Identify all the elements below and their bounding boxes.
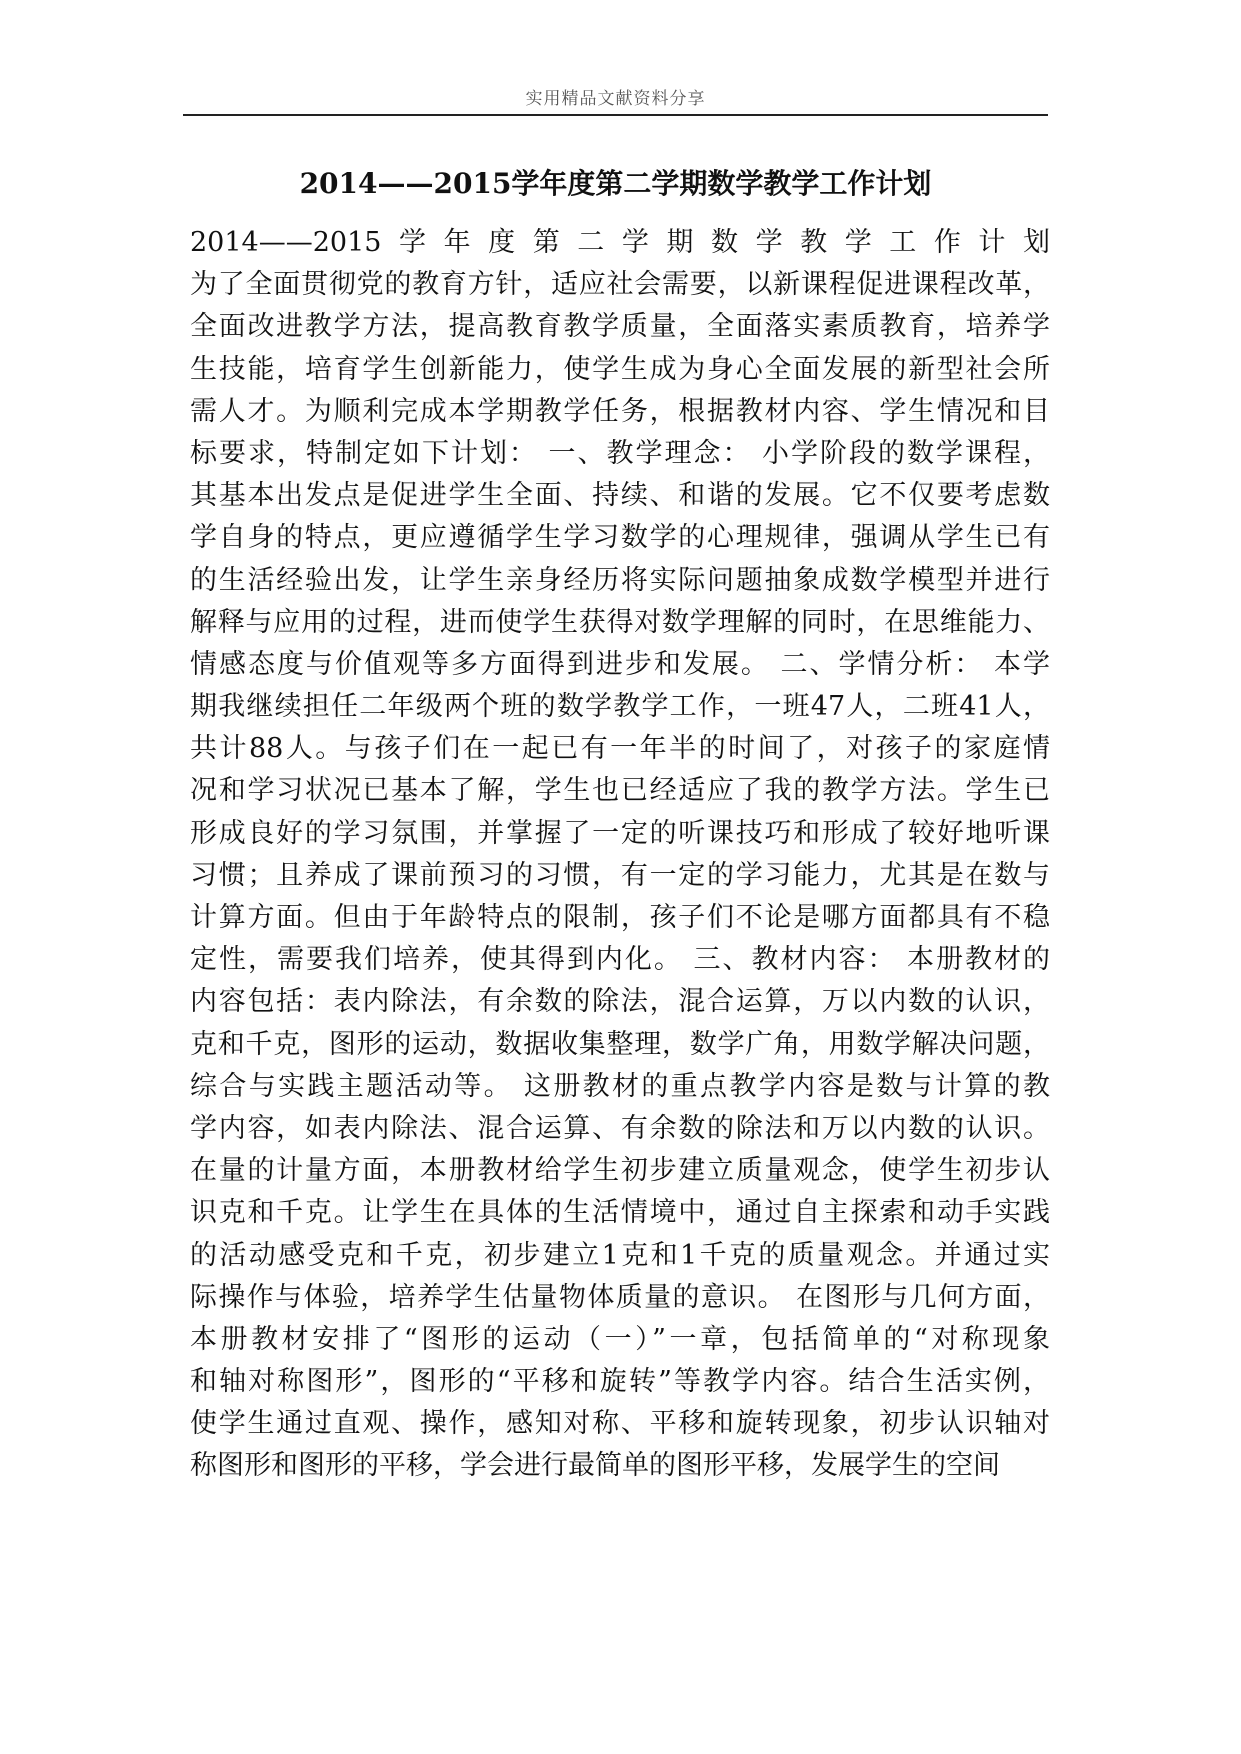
body-line: 其基本出发点是促进学生全面、持续、和谐的发展。它不仅要考虑数 bbox=[190, 480, 1050, 512]
document-title: 2014——2015学年度第二学期数学教学工作计划 bbox=[299, 167, 932, 200]
body-line: 全面改进教学方法，提高教育教学质量，全面落实素质教育，培养学 bbox=[190, 311, 1050, 343]
body-line: 解释与应用的过程，进而使学生获得对数学理解的同时，在思维能力、 bbox=[190, 606, 1050, 638]
body-line: 习惯；且养成了课前预习的习惯，有一定的学习能力，尤其是在数与 bbox=[190, 859, 1050, 891]
body-line: 标要求，特制定如下计划： 一、教学理念： 小学阶段的数学课程， bbox=[190, 437, 1050, 469]
body-line: 本册教材安排了“图形的运动（一）”一章，包括简单的“对称现象 bbox=[190, 1323, 1050, 1355]
body-line: 克和千克，图形的运动，数据收集整理，数学广角，用数学解决问题， bbox=[190, 1028, 1050, 1060]
body-line: 学内容，如表内除法、混合运算、有余数的除法和万以内数的认识。 bbox=[190, 1112, 1050, 1144]
body-line: 期我继续担任二年级两个班的数学教学工作，一班47人，二班41人， bbox=[190, 691, 1050, 723]
body-line: 共计88人。与孩子们在一起已有一年半的时间了，对孩子的家庭情 bbox=[190, 733, 1050, 765]
body-line: 称图形和图形的平移，学会进行最简单的图形平移，发展学生的空间 bbox=[190, 1450, 1000, 1482]
header-divider bbox=[183, 114, 1048, 116]
document-body bbox=[190, 222, 1050, 1488]
body-line: 的活动感受克和千克，初步建立1克和1千克的质量观念。并通过实 bbox=[190, 1239, 1050, 1271]
body-line: 定性，需要我们培养，使其得到内化。 三、教材内容： 本册教材的 bbox=[190, 944, 1050, 976]
body-line: 况和学习状况已基本了解，学生也已经适应了我的教学方法。学生已 bbox=[190, 775, 1050, 807]
body-line: 学自身的特点，更应遵循学生学习数学的心理规律，强调从学生已有 bbox=[190, 522, 1050, 554]
body-line: 使学生通过直观、操作，感知对称、平移和旋转现象，初步认识轴对 bbox=[190, 1408, 1050, 1440]
body-line: 的生活经验出发，让学生亲身经历将实际问题抽象成数学模型并进行 bbox=[190, 564, 1050, 596]
body-line: 在量的计量方面，本册教材给学生初步建立质量观念，使学生初步认 bbox=[190, 1155, 1050, 1187]
body-line: 生技能，培育学生创新能力，使学生成为身心全面发展的新型社会所 bbox=[190, 353, 1050, 385]
body-line: 形成良好的学习氛围，并掌握了一定的听课技巧和形成了较好地听课 bbox=[190, 817, 1050, 849]
body-line: 2014——2015学年度第二学期数学教学工作计划 bbox=[190, 227, 1050, 258]
body-line: 情感态度与价值观等多方面得到进步和发展。 二、学情分析： 本学 bbox=[190, 648, 1050, 680]
body-line: 内容包括：表内除法，有余数的除法，混合运算，万以内数的认识， bbox=[190, 986, 1050, 1018]
body-line: 为了全面贯彻党的教育方针，适应社会需要，以新课程促进课程改革， bbox=[190, 269, 1050, 301]
body-line: 综合与实践主题活动等。 这册教材的重点教学内容是数与计算的教 bbox=[190, 1070, 1050, 1102]
body-line: 际操作与体验，培养学生估量物体质量的意识。 在图形与几何方面， bbox=[190, 1281, 1050, 1313]
body-line: 和轴对称图形”，图形的“平移和旋转”等教学内容。结合生活实例， bbox=[190, 1366, 1050, 1398]
body-line: 需人才。为顺利完成本学期教学任务，根据教材内容、学生情况和目 bbox=[190, 395, 1050, 427]
body-line: 计算方面。但由于年龄特点的限制，孩子们不论是哪方面都具有不稳 bbox=[190, 902, 1050, 933]
page-header: 实用精品文献资料分享 bbox=[525, 89, 706, 109]
body-line: 识克和千克。让学生在具体的生活情境中，通过自主探索和动手实践 bbox=[190, 1197, 1050, 1229]
